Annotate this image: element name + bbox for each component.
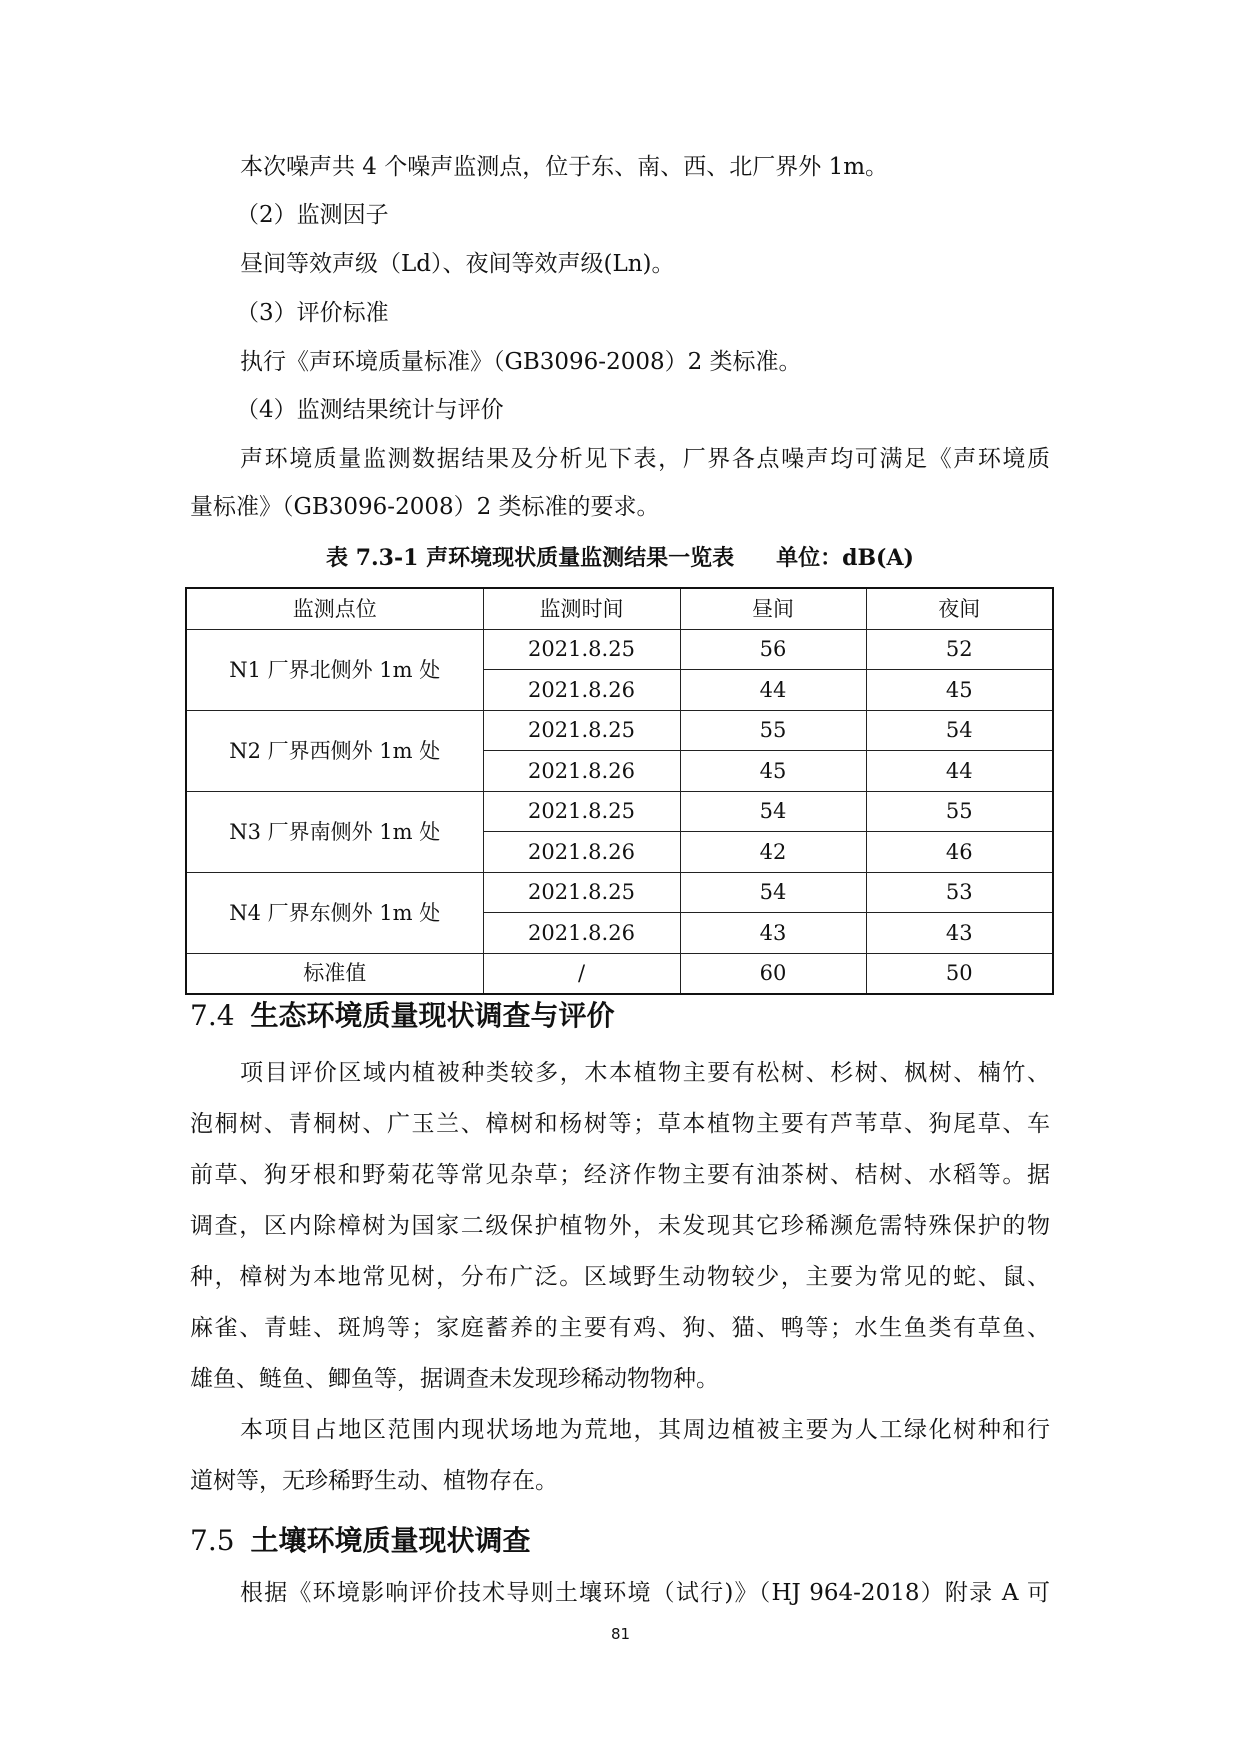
cell-night: 43 [866, 913, 1053, 954]
cell-date: 2021.8.26 [483, 913, 680, 954]
cell-day: 54 [680, 791, 866, 832]
cell-standard-time: / [483, 953, 680, 994]
paragraph-line: 前草、狗牙根和野菊花等常见杂草；经济作物主要有油茶树、桔树、水稻等。据 [190, 1162, 1050, 1188]
table-unit: 单位：dB(A) [776, 545, 914, 571]
paragraph-line: 种，樟树为本地常见树，分布广泛。区域野生动物较少，主要为常见的蛇、鼠、 [190, 1264, 1050, 1290]
cell-date: 2021.8.25 [483, 629, 680, 670]
section-heading-7-4 [190, 999, 615, 1033]
cell-point: N1 厂界北侧外 1m 处 [186, 629, 483, 710]
cell-date: 2021.8.25 [483, 791, 680, 832]
paragraph-line: 本项目占地区范围内现状场地为荒地，其周边植被主要为人工绿化树种和行 [240, 1417, 1050, 1443]
paragraph-line: 量标准》（GB3096-2008）2 类标准的要求。 [190, 494, 660, 520]
table-row [186, 629, 1053, 670]
cell-point: N3 厂界南侧外 1m 处 [186, 791, 483, 872]
intro-line: 昼间等效声级（Ld）、夜间等效声级(Ln)。 [240, 251, 675, 277]
table-caption [190, 543, 1050, 573]
section-title: 生态环境质量现状调查与评价 [250, 999, 615, 1032]
cell-night: 54 [866, 710, 1053, 751]
cell-day: 55 [680, 710, 866, 751]
paragraph-line: 雄鱼、鲢鱼、鲫鱼等，据调查未发现珍稀动物物种。 [190, 1366, 719, 1392]
paragraph-line: 道树等，无珍稀野生动、植物存在。 [190, 1468, 558, 1494]
table-title: 表 7.3-1 声环境现状质量监测结果一览表 [326, 545, 735, 571]
intro-line: 执行《声环境质量标准》（GB3096-2008）2 类标准。 [240, 349, 802, 375]
cell-standard-label: 标准值 [186, 953, 483, 994]
cell-standard-night: 50 [866, 953, 1053, 994]
cell-night: 53 [866, 872, 1053, 913]
cell-point: N4 厂界东侧外 1m 处 [186, 872, 483, 953]
section-heading-7-5 [190, 1524, 531, 1558]
table-row [186, 872, 1053, 913]
cell-night: 44 [866, 751, 1053, 792]
section-number: 7.4 [190, 999, 235, 1032]
header-time: 监测时间 [483, 588, 680, 629]
table-header-row [186, 588, 1053, 629]
cell-date: 2021.8.26 [483, 832, 680, 873]
table-row [186, 791, 1053, 832]
cell-standard-day: 60 [680, 953, 866, 994]
cell-date: 2021.8.26 [483, 670, 680, 711]
paragraph-line: 调查，区内除樟树为国家二级保护植物外，未发现其它珍稀濒危需特殊保护的物 [190, 1213, 1050, 1239]
cell-day: 42 [680, 832, 866, 873]
cell-point: N2 厂界西侧外 1m 处 [186, 710, 483, 791]
cell-date: 2021.8.25 [483, 710, 680, 751]
paragraph-line: 项目评价区域内植被种类较多，木本植物主要有松树、杉树、枫树、楠竹、 [240, 1060, 1050, 1086]
table-row [186, 710, 1053, 751]
cell-day: 44 [680, 670, 866, 711]
paragraph-line: 泡桐树、青桐树、广玉兰、樟树和杨树等；草本植物主要有芦苇草、狗尾草、车 [190, 1111, 1050, 1137]
header-point: 监测点位 [186, 588, 483, 629]
cell-day: 45 [680, 751, 866, 792]
table-row-standard [186, 953, 1053, 994]
subheading-monitoring-factor: （2）监测因子 [236, 202, 389, 228]
intro-line: 本次噪声共 4 个噪声监测点，位于东、南、西、北厂界外 1m。 [240, 154, 889, 180]
noise-monitoring-table [185, 587, 1054, 995]
section-number: 7.5 [190, 1524, 235, 1557]
paragraph-line: 麻雀、青蛙、斑鸠等；家庭蓄养的主要有鸡、狗、猫、鸭等；水生鱼类有草鱼、 [190, 1315, 1050, 1341]
cell-day: 43 [680, 913, 866, 954]
section-title: 土壤环境质量现状调查 [250, 1524, 531, 1557]
cell-night: 46 [866, 832, 1053, 873]
page-number: 81 [610, 1625, 631, 1643]
cell-night: 45 [866, 670, 1053, 711]
paragraph-line: 根据《环境影响评价技术导则土壤环境（试行)》（HJ 964-2018）附录 A 可 [240, 1580, 1050, 1606]
cell-day: 54 [680, 872, 866, 913]
cell-night: 55 [866, 791, 1053, 832]
header-day: 昼间 [680, 588, 866, 629]
paragraph-line: 声环境质量监测数据结果及分析见下表，厂界各点噪声均可满足《声环境质 [240, 446, 1050, 472]
subheading-results: （4）监测结果统计与评价 [236, 397, 504, 423]
header-night: 夜间 [866, 588, 1053, 629]
cell-date: 2021.8.25 [483, 872, 680, 913]
cell-date: 2021.8.26 [483, 751, 680, 792]
subheading-evaluation-standard: （3）评价标准 [236, 300, 389, 326]
cell-night: 52 [866, 629, 1053, 670]
cell-day: 56 [680, 629, 866, 670]
